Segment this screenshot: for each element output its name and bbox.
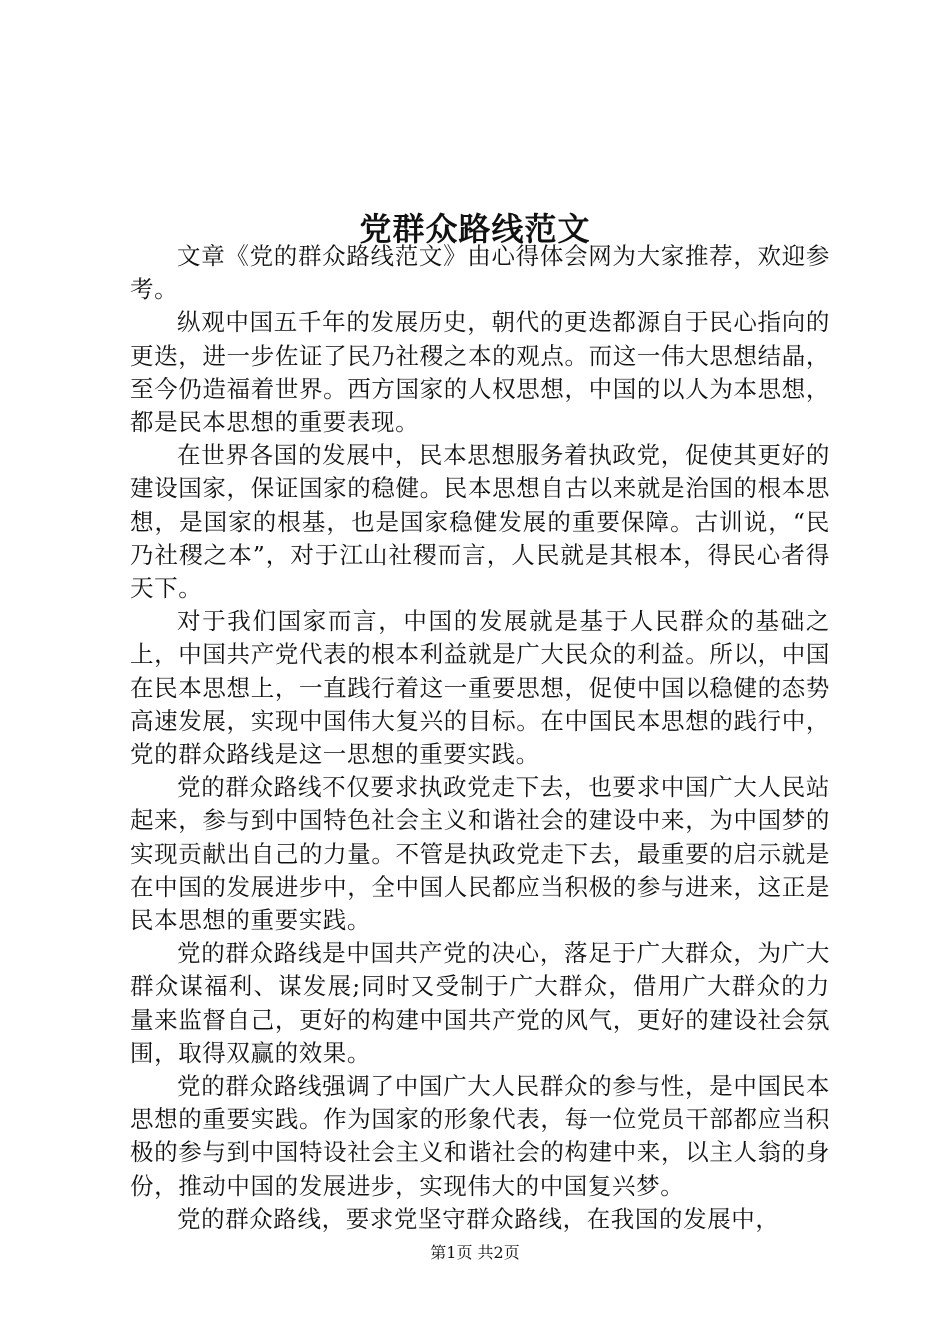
document-body [130,240,830,1236]
paragraph-3: 在世界各国的发展中，民本思想服务着执政党，促使其更好的建设国家，保证国家的稳健。民本思想自古以来就是治国的根本思想，是国家的根基，也是国家稳健发展的重要保障。古训说，“民乃社稷之本”，对于江山社稷而言，人民就是其根本，得民心者得天下。 [130,441,830,603]
paragraph-6: 党的群众路线是中国共产党的决心，落足于广大群众，为广大群众谋福利、谋发展;同时又受制于广大群众，借用广大群众的力量来监督自己，更好的构建中国共产党的风气，更好的建设社会氛围，取得双赢的效果。 [130,939,830,1067]
paragraph-4: 对于我们国家而言，中国的发展就是基于人民群众的基础之上，中国共产党代表的根本利益就是广大民众的利益。所以，中国在民本思想上，一直践行着这一重要思想，促使中国以稳健的态势高速发展，实现中国伟大复兴的目标。在中国民本思想的践行中，党的群众路线是这一思想的重要实践。 [130,607,830,769]
paragraph-7: 党的群众路线强调了中国广大人民群众的参与性，是中国民本思想的重要实践。作为国家的形象代表，每一位党员干部都应当积极的参与到中国特设社会主义和谐社会的构建中来，以主人翁的身份，推动中国的发展进步，实现伟大的中国复兴梦。 [130,1072,830,1200]
paragraph-5: 党的群众路线不仅要求执政党走下去，也要求中国广大人民站起来，参与到中国特色社会主义和谐社会的建设中来，为中国梦的实现贡献出自己的力量。不管是执政党走下去，最重要的启示就是在中国的发展进步中，全中国人民都应当积极的参与进来，这正是民本思想的重要实践。 [130,773,830,935]
paragraph-1: 文章《党的群众路线范文》由心得体会网为大家推荐，欢迎参考。 [130,242,830,304]
page-footer: 第1页 共2页 [430,1243,520,1262]
paragraph-8: 党的群众路线，要求党坚守群众路线，在我国的发展中， [177,1204,780,1233]
paragraph-2: 纵观中国五千年的发展历史，朝代的更迭都源自于民心指向的更迭，进一步佐证了民乃社稷之本的观点。而这一伟大思想结晶，至今仍造福着世界。西方国家的人权思想，中国的以人为本思想，都是民本思想的重要表现。 [130,308,830,437]
document-title: 党群众路线范文 [359,210,591,249]
